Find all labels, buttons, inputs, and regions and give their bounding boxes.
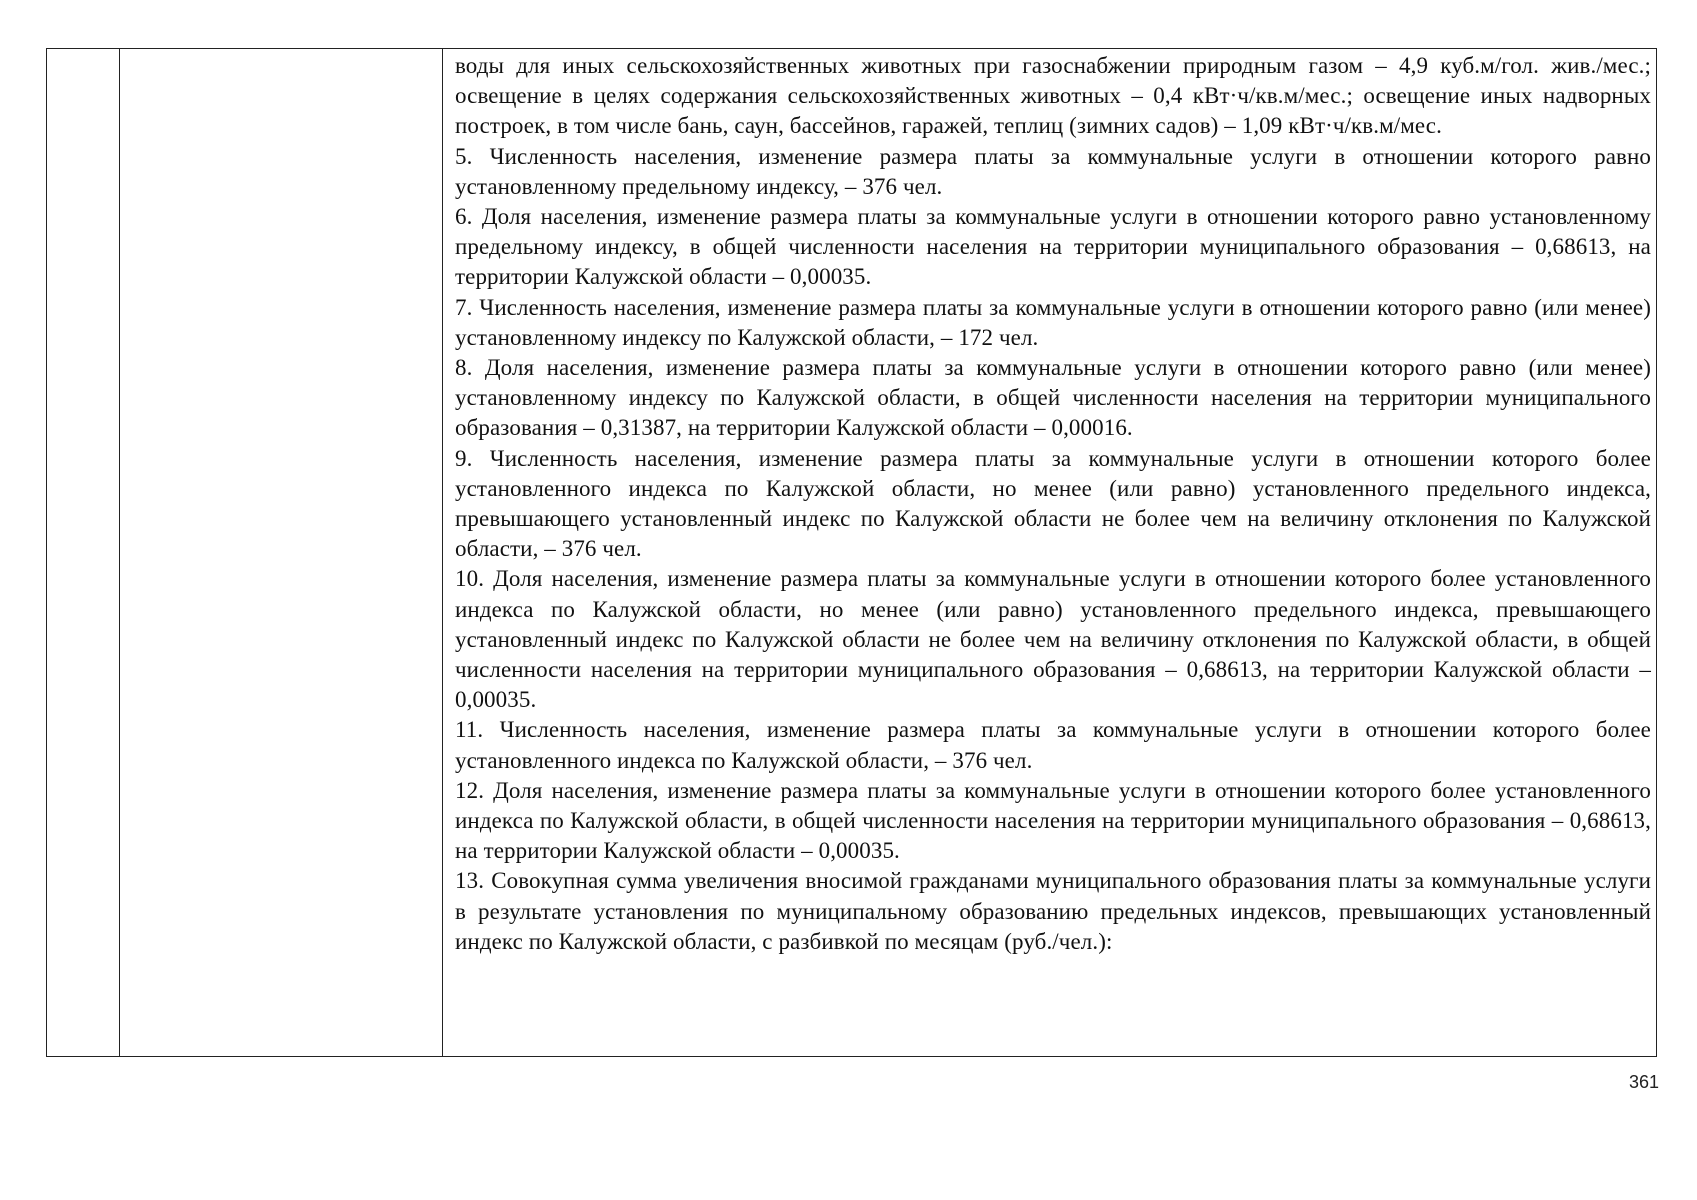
page-number: 361 (1628, 1072, 1659, 1092)
paragraph: 5. Численность населения, изменение размера платы за коммунальные услуги в отношении которого равно установленному предельному индексу, – 376 чел. (455, 143, 1651, 199)
paragraph: воды для иных сельскохозяйственных животных при газоснабжении природным газом – 4,9 куб.м/гол. жив./мес.; освещение в целях содержания сельскохозяйственных животных – 0,4 кВт·ч/кв.м/мес.; освещение иных надворных построек, в том числе бань, саун, бассейнов, гаражей, теплиц (зимних садов) – 1,09 кВт·ч/кв.м/мес. (455, 53, 1651, 139)
paragraph: 9. Численность населения, изменение размера платы за коммунальные услуги в отношении которого более установленного индекса по Калужской области, но менее (или равно) установленного предельного индекса, превышающего установленный индекс по Калужской области не более чем на величину отклонения по Калужской области, – 376 чел. (455, 445, 1651, 562)
paragraph: 7. Численность населения, изменение размера платы за коммунальные услуги в отношении которого равно (или менее) установленному индексу по Калужской области, – 172 чел. (455, 294, 1651, 350)
column-divider-1 (119, 49, 120, 1056)
paragraph: 10. Доля населения, изменение размера платы за коммунальные услуги в отношении которого более установленного индекса по Калужской области, но менее (или равно) установленного предельного индекса, превышающего установленный индекс по Калужской области не более чем на величину отклонения по Калужской области, в общей численности населения на территории муниципального образования – 0,68613, на территории Калужской области – 0,00035. (455, 566, 1651, 713)
paragraph: 12. Доля населения, изменение размера платы за коммунальные услуги в отношении которого более установленного индекса по Калужской области, в общей численности населения на территории муниципального образования – 0,68613, на территории Калужской области – 0,00035. (455, 777, 1651, 864)
paragraph: 13. Совокупная сумма увеличения вносимой гражданами муниципального образования платы за коммунальные услуги в результате установления по муниципальному образованию предельных индексов, превышающих установленный индекс по Калужской области, с разбивкой по месяцам (руб./чел.): (455, 868, 1651, 954)
table-cell-text (455, 51, 1651, 957)
paragraph: 11. Численность населения, изменение размера платы за коммунальные услуги в отношении которого более установленного индекса по Калужской области, – 376 чел. (455, 717, 1651, 773)
column-divider-2 (442, 49, 443, 1056)
paragraph: 6. Доля населения, изменение размера платы за коммунальные услуги в отношении которого равно установленному предельному индексу, в общей численности населения на территории муниципального образования – 0,68613, на территории Калужской области – 0,00035. (455, 204, 1651, 290)
document-table (46, 48, 1657, 1057)
paragraph: 8. Доля населения, изменение размера платы за коммунальные услуги в отношении которого равно (или менее) установленному индексу по Калужской области, в общей численности населения на территории муниципального образования – 0,31387, на территории Калужской области – 0,00016. (455, 355, 1651, 441)
